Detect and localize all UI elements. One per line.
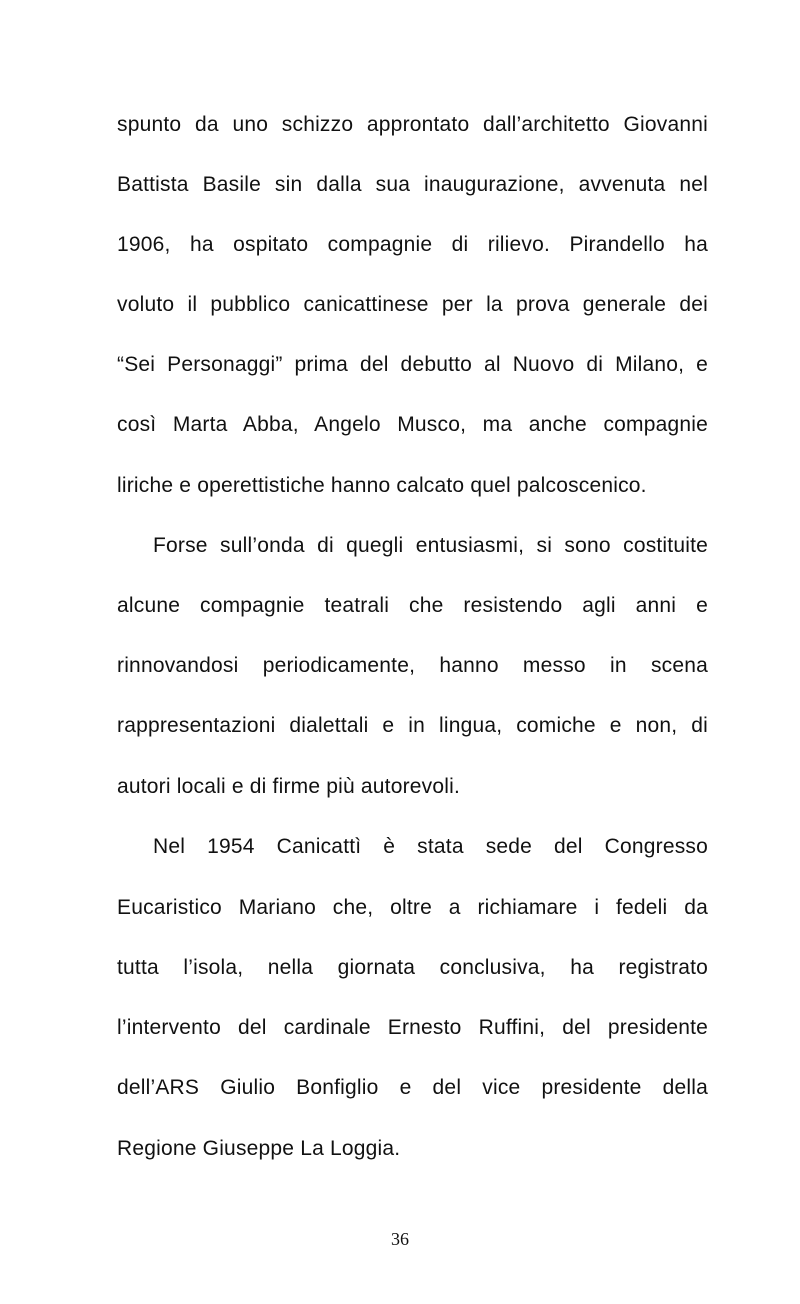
text-line: rappresentazioni dialettali e in lingua, comiche e non, di bbox=[117, 714, 708, 737]
text-line: rinnovandosi periodicamente, hanno messo in scena bbox=[117, 654, 708, 677]
text-line: “Sei Personaggi” prima del debutto al Nuovo di Milano, e bbox=[117, 353, 708, 376]
text-line: così Marta Abba, Angelo Musco, ma anche compagnie bbox=[117, 413, 708, 436]
page-number: 36 bbox=[391, 1229, 409, 1249]
text-line: Regione Giuseppe La Loggia. bbox=[117, 1137, 401, 1160]
text-line: alcune compagnie teatrali che resistendo agli anni e bbox=[117, 594, 708, 617]
text-line: voluto il pubblico canicattinese per la prova generale dei bbox=[117, 293, 708, 316]
text-line: autori locali e di firme più autorevoli. bbox=[117, 775, 460, 798]
text-line: dell’ARS Giulio Bonfiglio e del vice presidente della bbox=[117, 1076, 708, 1099]
text-line: Forse sull’onda di quegli entusiasmi, si sono costituite bbox=[153, 534, 708, 557]
text-line: Battista Basile sin dalla sua inaugurazione, avvenuta nel bbox=[117, 173, 708, 196]
text-line: Eucaristico Mariano che, oltre a richiamare i fedeli da bbox=[117, 896, 708, 919]
text-line: l’intervento del cardinale Ernesto Ruffini, del presidente bbox=[117, 1016, 708, 1039]
text-line: spunto da uno schizzo approntato dall’architetto Giovanni bbox=[117, 113, 708, 136]
text-line: tutta l’isola, nella giornata conclusiva, ha registrato bbox=[117, 956, 708, 979]
text-line: Nel 1954 Canicattì è stata sede del Congresso bbox=[153, 835, 708, 858]
text-line: 1906, ha ospitato compagnie di rilievo. Pirandello ha bbox=[117, 233, 708, 256]
text-line: liriche e operettistiche hanno calcato quel palcoscenico. bbox=[117, 474, 647, 497]
